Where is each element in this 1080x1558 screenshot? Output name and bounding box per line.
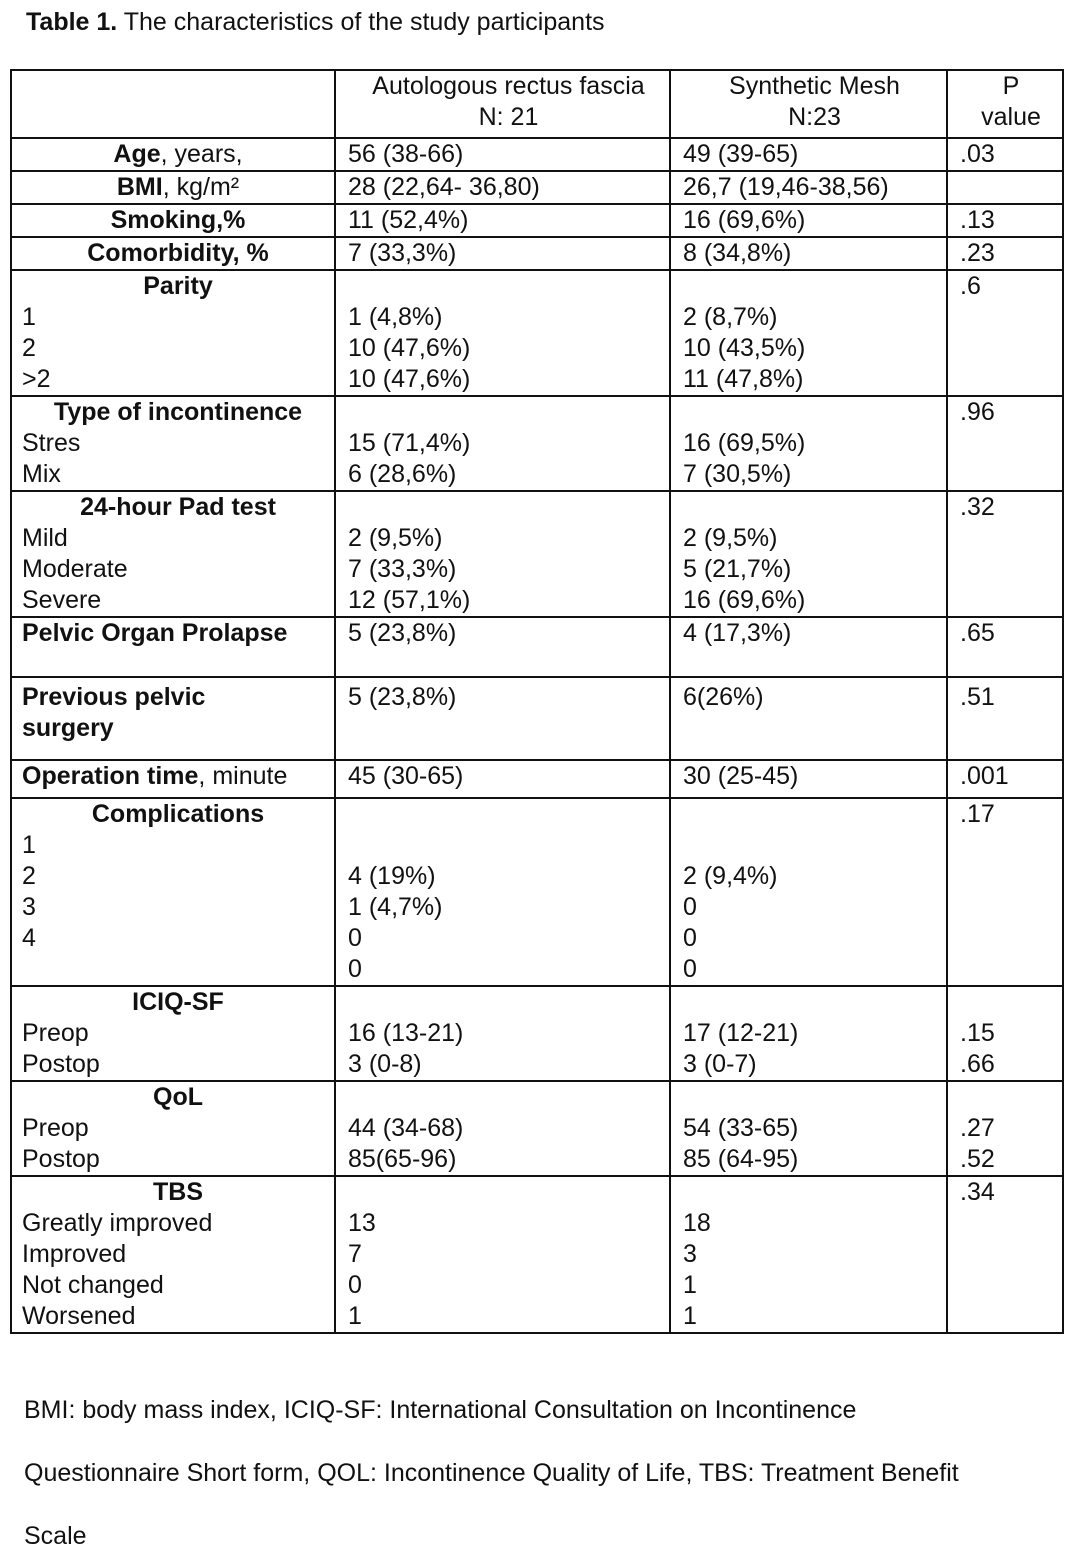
row-label: QoL Preop Postop — [11, 1081, 335, 1176]
cell-p-value: .96 — [947, 396, 1063, 491]
table-row-previous-surgery — [11, 677, 1063, 760]
table-title: The characteristics of the study participants — [117, 8, 605, 36]
cell-p-value: .15 .66 — [947, 986, 1063, 1081]
table-caption — [26, 6, 605, 38]
cell-synthetic: 16 (69,5%) 7 (30,5%) — [670, 396, 947, 491]
table-row-parity — [11, 270, 1063, 396]
cell-p-value: .65 — [947, 617, 1063, 677]
table-row-smoking — [11, 204, 1063, 237]
table-number: Table 1. — [26, 8, 118, 36]
cell-p-value — [947, 171, 1063, 204]
footnote-line-2: Questionnaire Short form, QOL: Incontinence Quality of Life, TBS: Treatment Benefit — [24, 1459, 959, 1487]
cell-synthetic: 8 (34,8%) — [670, 237, 947, 270]
cell-p-value: .13 — [947, 204, 1063, 237]
header-synthetic: Synthetic Mesh N:23 — [670, 70, 947, 138]
table-row-complications — [11, 798, 1063, 986]
cell-synthetic: 6(26%) — [670, 677, 947, 760]
table-row-bmi — [11, 171, 1063, 204]
cell-p-value: .001 — [947, 760, 1063, 798]
footnote-line-1: BMI: body mass index, ICIQ-SF: International Consultation on Incontinence — [24, 1396, 857, 1424]
cell-synthetic: 30 (25-45) — [670, 760, 947, 798]
table-row-comorbidity — [11, 237, 1063, 270]
cell-autologous: 16 (13-21) 3 (0-8) — [335, 986, 670, 1081]
cell-autologous: 5 (23,8%) — [335, 677, 670, 760]
cell-synthetic: 2 (9,5%) 5 (21,7%) 16 (69,6%) — [670, 491, 947, 617]
cell-p-value: .32 — [947, 491, 1063, 617]
cell-autologous: 13 7 0 1 — [335, 1176, 670, 1333]
table-row-operation-time — [11, 760, 1063, 798]
header-p-value: P value — [947, 70, 1063, 138]
row-label: Type of incontinence Stres Mix — [11, 396, 335, 491]
cell-autologous: 11 (52,4%) — [335, 204, 670, 237]
cell-synthetic: 54 (33-65) 85 (64-95) — [670, 1081, 947, 1176]
cell-autologous: 15 (71,4%) 6 (28,6%) — [335, 396, 670, 491]
cell-autologous: 56 (38-66) — [335, 138, 670, 171]
cell-p-value: .17 — [947, 798, 1063, 986]
cell-p-value: .34 — [947, 1176, 1063, 1333]
cell-p-value: .51 — [947, 677, 1063, 760]
cell-synthetic: 49 (39-65) — [670, 138, 947, 171]
row-label: ICIQ-SF Preop Postop — [11, 986, 335, 1081]
row-label: TBS Greatly improved Improved Not changed Worsened — [11, 1176, 335, 1333]
row-label: Operation time, minute — [11, 760, 335, 798]
cell-autologous: 45 (30-65) — [335, 760, 670, 798]
cell-p-value: .03 — [947, 138, 1063, 171]
cell-p-value: .27 .52 — [947, 1081, 1063, 1176]
cell-p-value: .6 — [947, 270, 1063, 396]
table-header-row — [11, 70, 1063, 138]
cell-synthetic: 2 (9,4%) 0 0 0 — [670, 798, 947, 986]
table-row-qol — [11, 1081, 1063, 1176]
header-autologous: Autologous rectus fascia N: 21 — [335, 70, 670, 138]
cell-synthetic: 4 (17,3%) — [670, 617, 947, 677]
header-empty-cell — [11, 70, 335, 138]
cell-autologous: 4 (19%) 1 (4,7%) 0 0 — [335, 798, 670, 986]
row-label: Complications 1 2 3 4 — [11, 798, 335, 986]
cell-autologous: 2 (9,5%) 7 (33,3%) 12 (57,1%) — [335, 491, 670, 617]
row-label: 24-hour Pad test Mild Moderate Severe — [11, 491, 335, 617]
table-row-age — [11, 138, 1063, 171]
table-row-tbs — [11, 1176, 1063, 1333]
cell-autologous: 28 (22,64- 36,80) — [335, 171, 670, 204]
cell-autologous: 5 (23,8%) — [335, 617, 670, 677]
table-row-incontinence — [11, 396, 1063, 491]
cell-p-value: .23 — [947, 237, 1063, 270]
row-label: Smoking,% — [11, 204, 335, 237]
cell-autologous: 44 (34-68) 85(65-96) — [335, 1081, 670, 1176]
row-label: BMI, kg/m² — [11, 171, 335, 204]
cell-autologous: 7 (33,3%) — [335, 237, 670, 270]
table-row-iciq-sf — [11, 986, 1063, 1081]
cell-synthetic: 18 3 1 1 — [670, 1176, 947, 1333]
table-row-pad-test — [11, 491, 1063, 617]
cell-autologous: 1 (4,8%) 10 (47,6%) 10 (47,6%) — [335, 270, 670, 396]
row-label: Pelvic Organ Prolapse — [11, 617, 335, 677]
table-row-prolapse — [11, 617, 1063, 677]
cell-synthetic: 2 (8,7%) 10 (43,5%) 11 (47,8%) — [670, 270, 947, 396]
footnote-line-3: Scale — [24, 1522, 87, 1550]
cell-synthetic: 17 (12-21) 3 (0-7) — [670, 986, 947, 1081]
row-label: Previous pelvic surgery — [11, 677, 335, 760]
cell-synthetic: 26,7 (19,46-38,56) — [670, 171, 947, 204]
row-label: Parity 1 2 >2 — [11, 270, 335, 396]
characteristics-table — [10, 69, 1064, 1334]
cell-synthetic: 16 (69,6%) — [670, 204, 947, 237]
row-label: Age, years, — [11, 138, 335, 171]
row-label: Comorbidity, % — [11, 237, 335, 270]
